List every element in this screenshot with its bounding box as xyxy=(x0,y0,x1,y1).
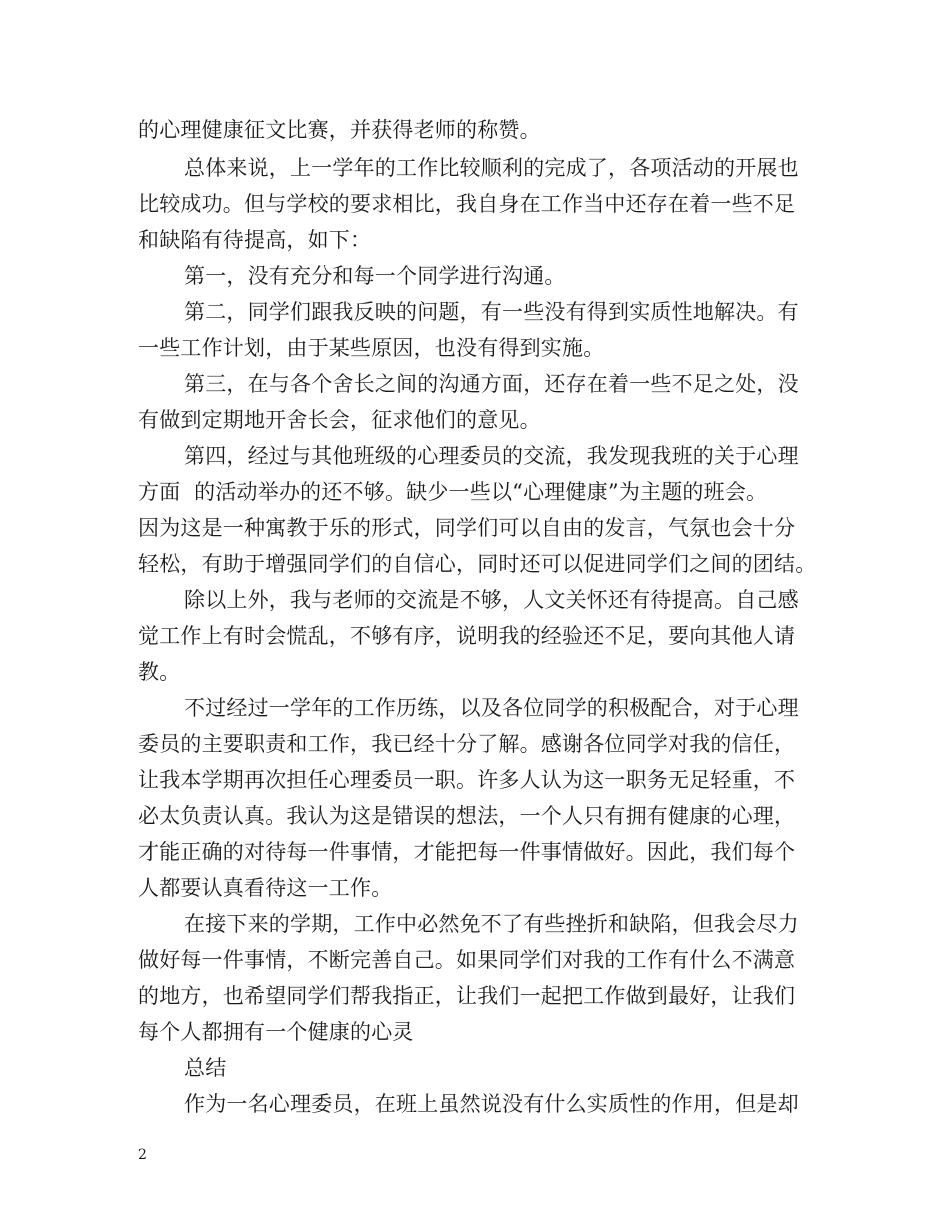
text-line: 因为这是一种寓教于乐的形式，同学们可以自由的发言，气氛也会十分 xyxy=(138,516,796,540)
paragraph-first-line: 第二，同学们跟我反映的问题，有一些没有得到实质性地解决。有 xyxy=(184,300,799,324)
paragraph-first-line: 第四，经过与其他班级的心理委员的交流，我发现我班的关于心理 xyxy=(184,444,799,468)
paragraph-first-line: 第三，在与各个舍长之间的沟通方面，还存在着一些不足之处，没 xyxy=(184,372,799,396)
text-line: 比较成功。但与学校的要求相比，我自身在工作当中还存在着一些不足 xyxy=(138,192,796,216)
text-line: 的心理健康征文比赛，并获得老师的称赞。 xyxy=(138,118,541,142)
text-line: 让我本学期再次担任心理委员一职。许多人认为这一职务无足轻重，不 xyxy=(138,768,796,792)
text-line: 必太负责认真。我认为这是错误的想法，一个人只有拥有健康的心理， xyxy=(138,804,796,828)
page-number: 2 xyxy=(138,1147,147,1163)
paragraph-first-line: 作为一名心理委员，在班上虽然说没有什么实质性的作用，但是却 xyxy=(184,1092,799,1116)
text-line: 和缺陷有待提高，如下： xyxy=(138,228,372,252)
paragraph-first-line: 总体来说，上一学年的工作比较顺利的完成了，各项活动的开展也 xyxy=(184,156,799,180)
text-line: 教。 xyxy=(138,660,181,684)
text-line: 的地方，也希望同学们帮我指正，让我们一起把工作做到最好，让我们 xyxy=(138,984,796,1008)
text-line: 方面 的活动举办的还不够。缺少一些以“心理健康”为主题的班会。 xyxy=(138,480,768,504)
text-line: 每个人都拥有一个健康的心灵 xyxy=(138,1020,414,1044)
text-line: 做好每一件事情，不断完善自己。如果同学们对我的工作有什么不满意 xyxy=(138,948,796,972)
text-line: 委员的主要职责和工作，我已经十分了解。感谢各位同学对我的信任， xyxy=(138,732,796,756)
paragraph-first-line: 不过经过一学年的工作历练，以及各位同学的积极配合，对于心理 xyxy=(184,696,799,720)
text-line: 有做到定期地开舍长会，征求他们的意见。 xyxy=(138,408,541,432)
paragraph-first-line: 除以上外，我与老师的交流是不够，人文关怀还有待提高。自己感 xyxy=(184,588,799,612)
text-line: 人都要认真看待这一工作。 xyxy=(138,876,393,900)
text-line: 一些工作计划，由于某些原因，也没有得到实施。 xyxy=(138,336,605,360)
paragraph-first-line: 在接下来的学期，工作中必然免不了有些挫折和缺陷，但我会尽力 xyxy=(184,912,799,936)
section-heading: 总结 xyxy=(184,1056,227,1080)
text-line: 轻松，有助于增强同学们的自信心，同时还可以促进同学们之间的团结。 xyxy=(138,552,817,576)
text-line: 才能正确的对待每一件事情，才能把每一件事情做好。因此，我们每个 xyxy=(138,840,796,864)
paragraph-first-line: 第一，没有充分和每一个同学进行沟通。 xyxy=(184,264,566,288)
text-line: 觉工作上有时会慌乱，不够有序，说明我的经验还不足，要向其他人请 xyxy=(138,624,796,648)
